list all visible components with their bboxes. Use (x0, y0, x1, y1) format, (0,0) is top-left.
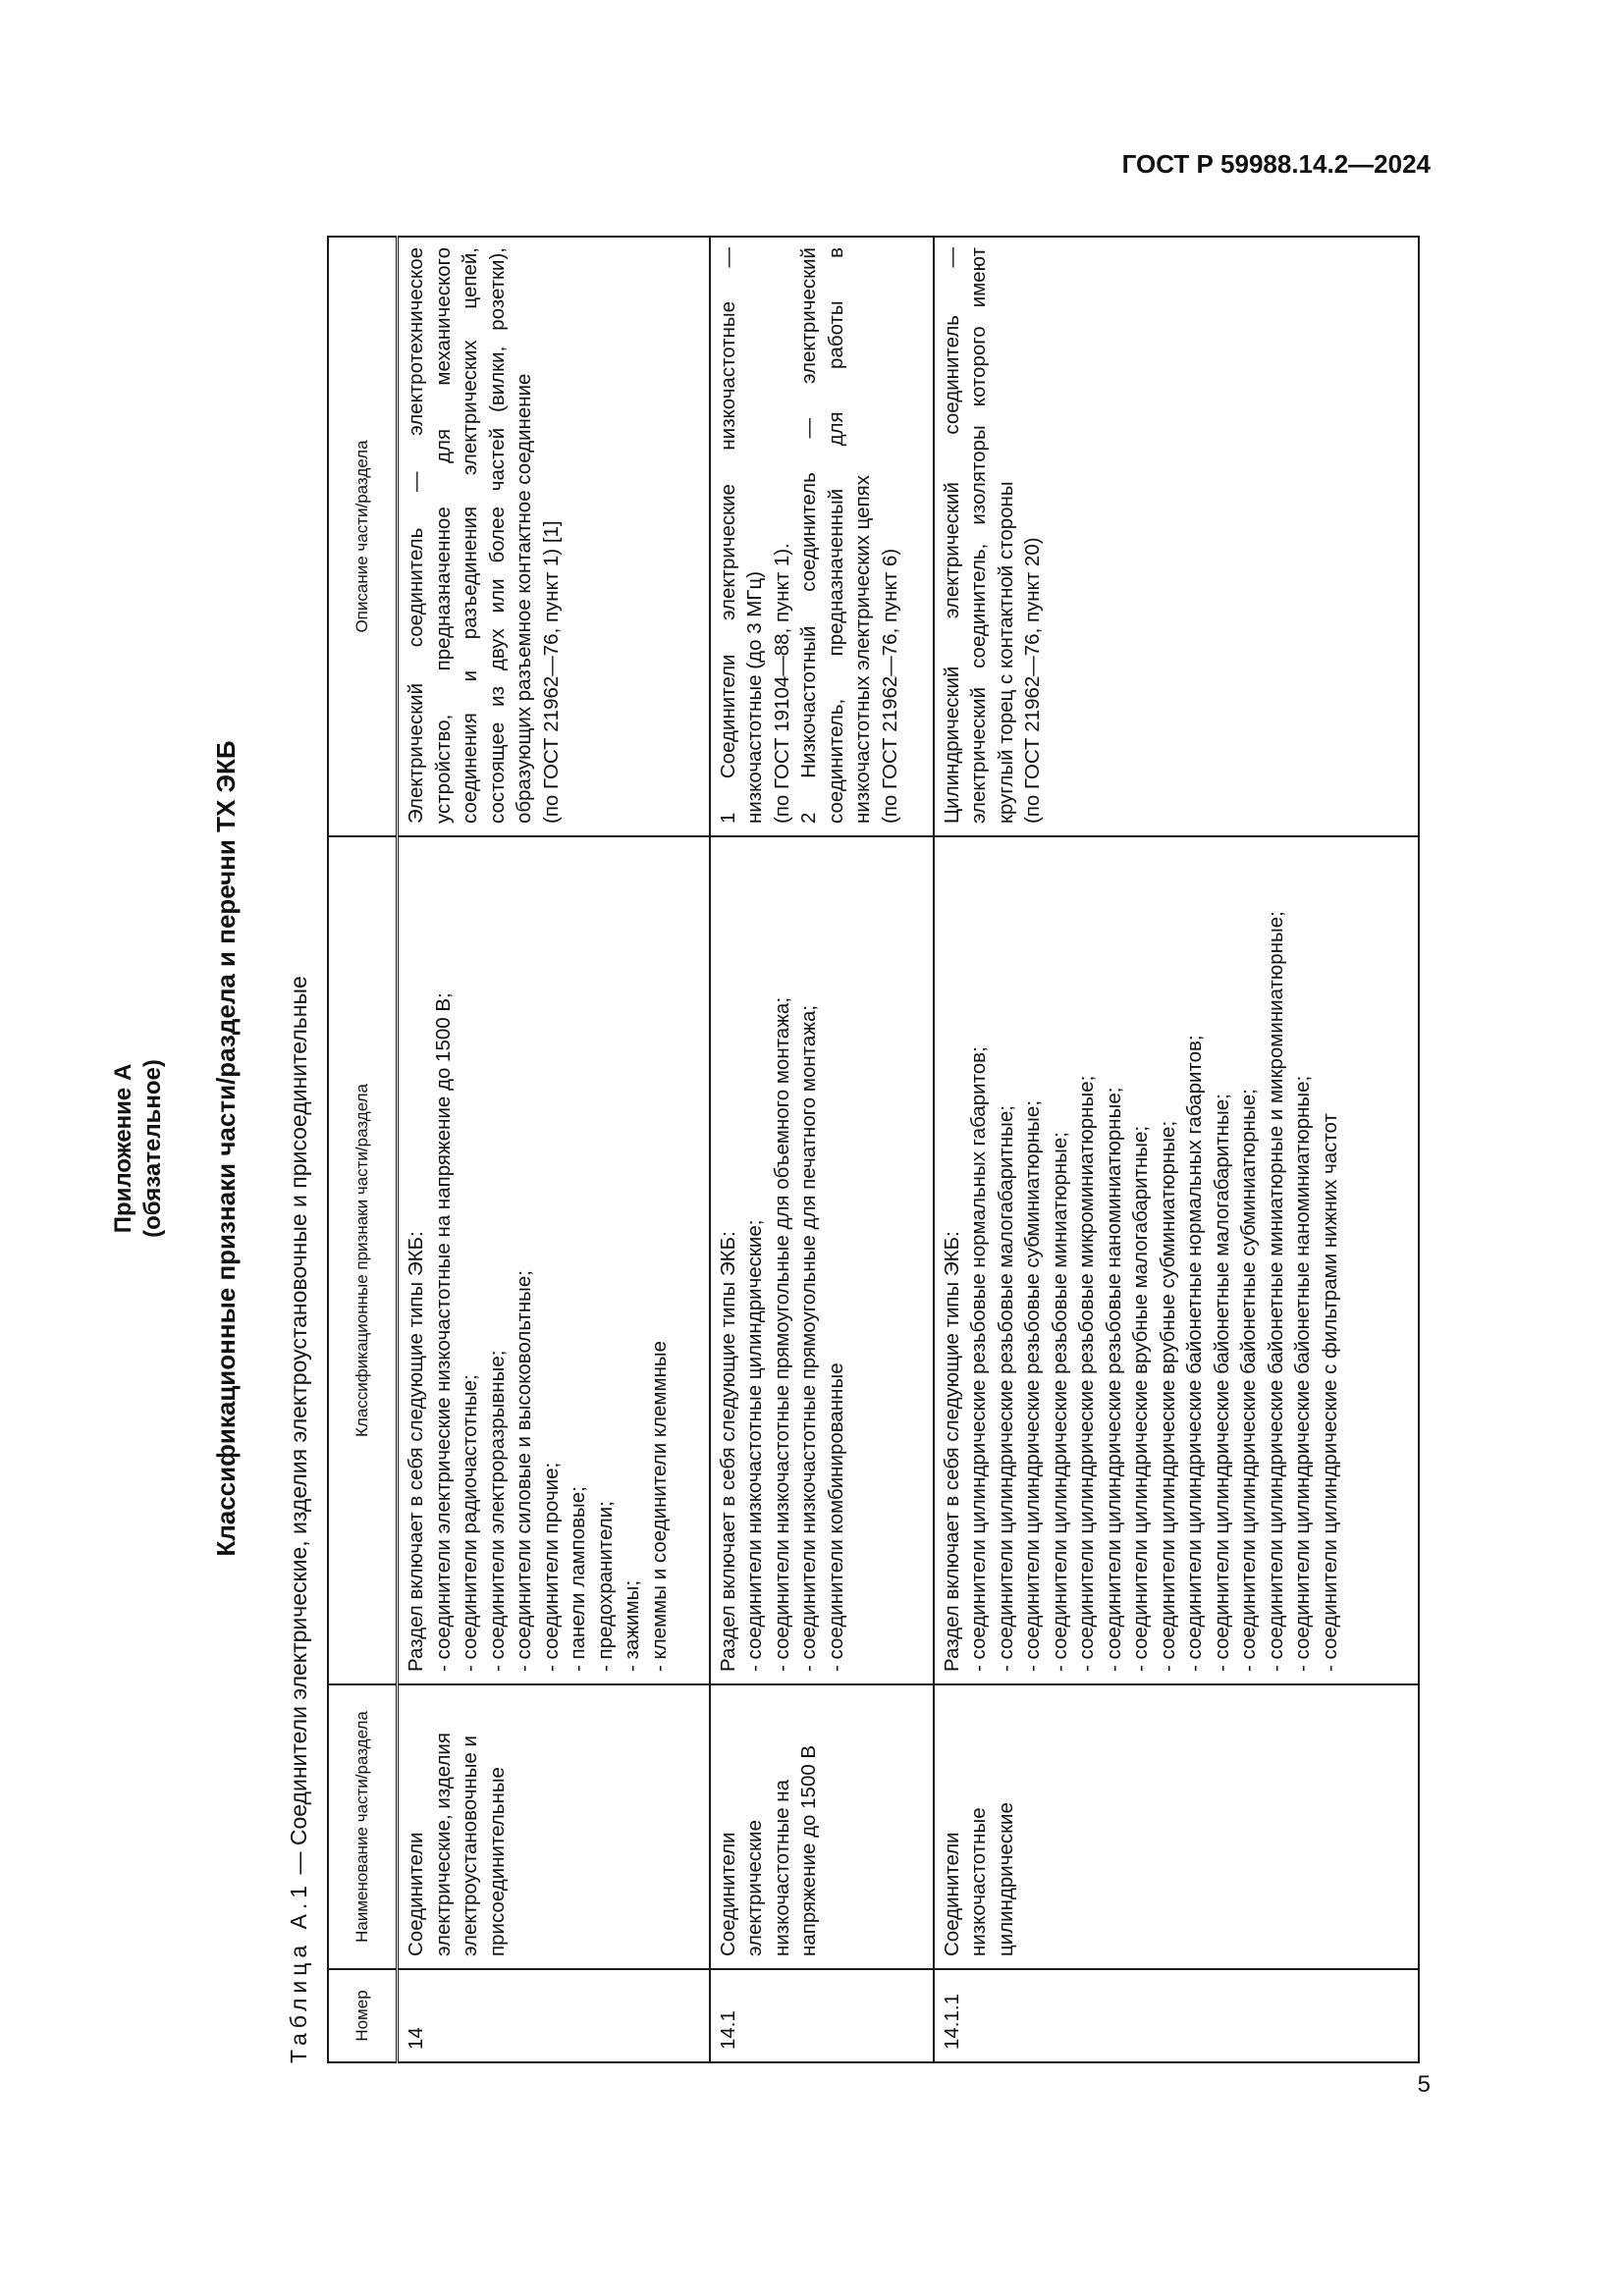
row-name: Соединители низкочастотные цилиндрические (934, 1684, 1419, 1969)
description-reference: (по ГОСТ 21962—76, пункт 20) (1021, 537, 1044, 824)
description-note-2: 2 Низкочастотный соединитель — электрический соединитель, предназначенный для работы в низкочастотных электрических цепях (797, 247, 874, 824)
feature-item: - соединители низкочастотные цилиндрические; (743, 1219, 766, 1672)
feature-item: - соединители прочие; (539, 1462, 563, 1672)
feature-item: - соединители цилиндрические врубные малогабаритные; (1129, 1125, 1152, 1672)
description-note-1-reference: (по ГОСТ 19104—88, пункт 1). (770, 543, 793, 824)
table-caption (286, 976, 312, 2063)
feature-item: - соединители цилиндрические байонетные нормальных габаритов; (1183, 1035, 1206, 1672)
table-header-row (328, 237, 398, 2062)
feature-item: - соединители цилиндрические байонетные наноминиатюрные; (1291, 1075, 1314, 1672)
description-reference: (по ГОСТ 21962—76, пункт 1) [1] (539, 520, 563, 824)
feature-item: - соединители силовые и высоковольтные; (513, 1270, 535, 1672)
row-name: Соединители электрические, изделия электроустановочные и присоединительные (398, 1684, 710, 1969)
table-caption-label: Таблица А.1 (286, 1880, 311, 2063)
feature-item: - соединители низкочастотные прямоугольные для объемного монтажа; (770, 996, 793, 1672)
description-text: Электрический соединитель — электротехническое устройство, предназначенное для механического соединения и разъединения электрических цепей, состоящее из двух или более частей (вилки, розетки), образующих разъемное контактное соединение (405, 247, 535, 824)
description-note-2-reference: (по ГОСТ 21962—76, пункт 6) (878, 548, 901, 824)
feature-item: - соединители цилиндрические с фильтрами нижних частот (1318, 1113, 1341, 1672)
row-number: 14 (398, 1969, 710, 2062)
main-title: Классификационные признаки части/раздела и перечни ТХ ЭКБ (211, 740, 241, 1557)
features-intro: Раздел включает в себя следующие типы ЭКБ: (940, 1231, 963, 1672)
appendix-heading (109, 226, 168, 2071)
description-note-1: 1 Соединители электрические низкочастотные — низкочастотные (до 3 МГц) (716, 247, 766, 824)
row-number: 14.1.1 (934, 1969, 1419, 2062)
table-row (934, 237, 1419, 2062)
feature-item: - соединители комбинированные (824, 1362, 847, 1672)
feature-item: - соединители цилиндрические байонетные малогабаритные; (1210, 1094, 1233, 1672)
table-row (710, 237, 934, 2062)
feature-item: - соединители электроразрывные; (485, 1350, 509, 1672)
row-description (398, 237, 710, 836)
row-description (710, 237, 934, 836)
feature-item: - соединители цилиндрические резьбовые субминиатюрные; (1021, 1099, 1044, 1672)
rotated-page-content (109, 226, 1439, 2071)
table-row (398, 237, 710, 2062)
header-name: Наименование части/раздела (328, 1684, 398, 1969)
feature-item: - соединители радиочастотные; (459, 1374, 481, 1672)
row-name: Соединители электрические низкочастотные на напряжение до 1500 В (710, 1684, 934, 1969)
feature-item: - соединители цилиндрические резьбовые миниатюрные; (1048, 1132, 1071, 1672)
feature-item: - соединители цилиндрические байонетные субминиатюрные; (1237, 1089, 1260, 1672)
header-number: Номер (328, 1969, 398, 2062)
feature-item: - соединители электрические низкочастотные на напряжение до 1500 В; (431, 992, 455, 1672)
feature-item: - клеммы и соединители клеммные (647, 1340, 671, 1672)
classification-table (327, 236, 1420, 2063)
row-description (934, 237, 1419, 836)
appendix-title: Приложение А (110, 1063, 136, 1234)
row-features (398, 836, 710, 1684)
features-intro: Раздел включает в себя следующие типы ЭКБ: (716, 1231, 739, 1672)
feature-item: - соединители цилиндрические резьбовые малогабаритные; (994, 1105, 1017, 1672)
feature-item: - соединители цилиндрические байонетные миниатюрные и микроминиатюрные; (1264, 911, 1287, 1672)
feature-item: - зажимы; (621, 1579, 643, 1672)
row-features (710, 836, 934, 1684)
standard-code: ГОСТ Р 59988.14.2—2024 (1121, 149, 1431, 179)
feature-item: - соединители низкочастотные прямоугольные для печатного монтажа; (797, 1004, 820, 1672)
feature-item: - соединители цилиндрические резьбовые микроминиатюрные; (1075, 1075, 1098, 1672)
header-description: Описание части/раздела (328, 237, 398, 836)
feature-item: - соединители цилиндрические врубные субминиатюрные; (1156, 1120, 1179, 1672)
description-text: Цилиндрический электрический соединитель — электрический соединитель, изоляторы которого имеют круглый торец с контактной стороны (940, 247, 1017, 824)
feature-item: - соединители цилиндрические резьбовые нормальных габаритов; (967, 1046, 990, 1672)
row-features (934, 836, 1419, 1684)
header-features: Классификационные признаки части/раздела (328, 836, 398, 1684)
feature-item: - соединители цилиндрические резьбовые наноминиатюрные; (1102, 1087, 1125, 1672)
row-number: 14.1 (710, 1969, 934, 2062)
feature-item: - панели ламповые; (567, 1486, 589, 1672)
page-number: 5 (1417, 2071, 1431, 2098)
appendix-status: (обязательное) (139, 1059, 166, 1238)
feature-item: - предохранители; (593, 1501, 617, 1672)
table-caption-text: — Соединители электрические, изделия электроустановочные и присоединительные (286, 976, 311, 1881)
features-intro: Раздел включает в себя следующие типы ЭКБ: (405, 1231, 427, 1672)
